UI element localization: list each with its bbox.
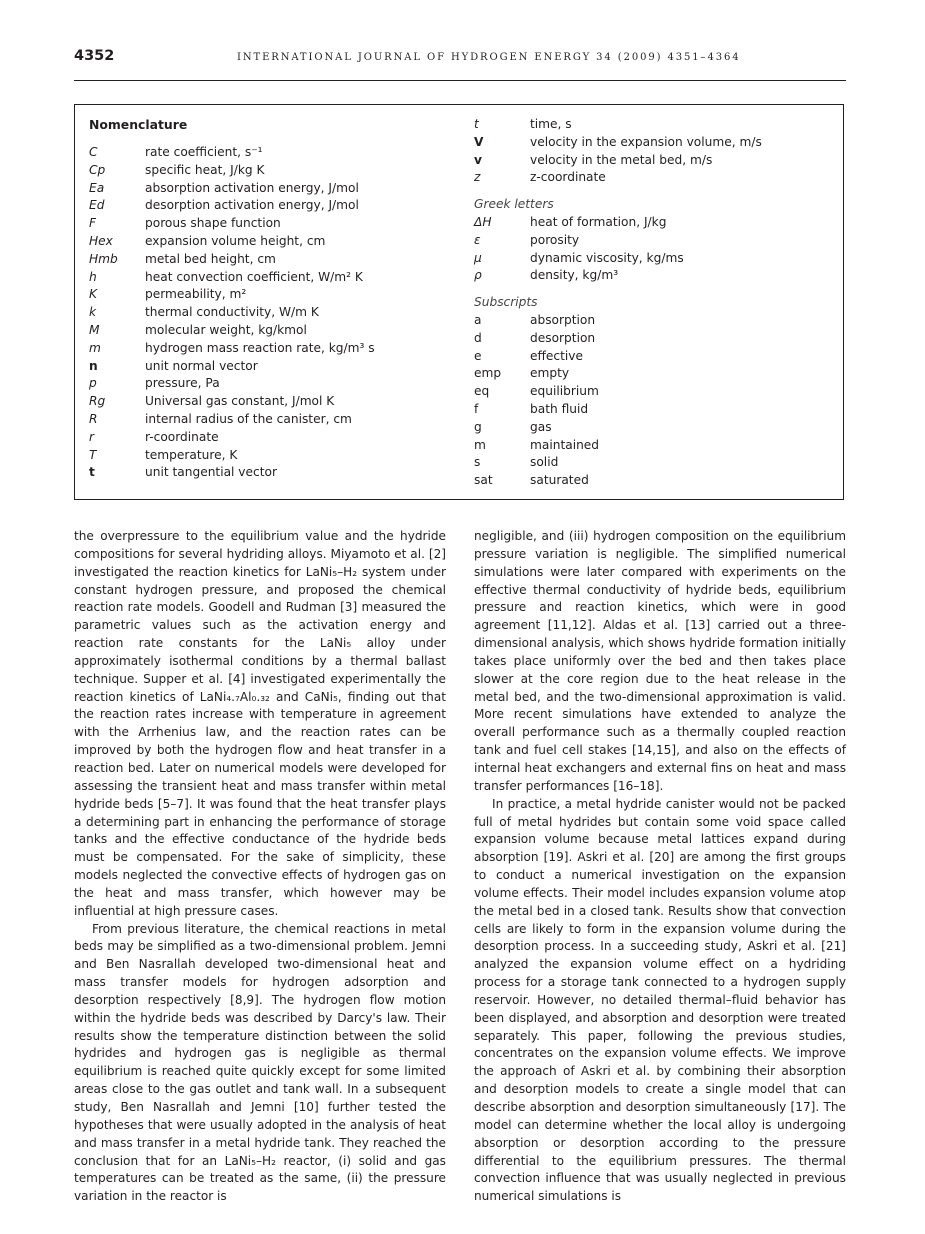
symbol: C <box>89 145 98 159</box>
symbol: g <box>474 419 482 434</box>
symbol-description: unit normal vector <box>145 358 258 373</box>
nomenclature-title: Nomenclature <box>89 117 188 132</box>
symbol: sat <box>474 473 493 488</box>
symbol-description: z-coordinate <box>530 170 606 185</box>
symbol-description: temperature, K <box>145 447 238 462</box>
journal-running-head: INTERNATIONAL JOURNAL OF HYDROGEN ENERGY 34 (2009) 4351–4364 <box>237 52 741 63</box>
symbol-description: effective <box>530 348 583 363</box>
symbol: t <box>89 465 95 480</box>
symbol: Rg <box>89 394 106 409</box>
paragraph: In practice, a metal hydride canister would not be packed full of metal hydrides but contain some void space called expansion volume because metal lattices expand during absorption [19]. Askri et al. [20] are among the first groups to conduct a numerical investigation on the expansion volume effects. Their model includes expansion volume atop the metal bed in a closed tank. Results show that convection cells are likely to form in the expansion volume during the desorption process. In a succeeding study, Askri et al. [21] analyzed the expansion volume effect on a hydriding process for a storage tank connected to a hydrogen supply reservoir. However, no detailed thermal–fluid behavior has been displayed, and absorption and desorption were treated separately. This paper, following the previous studies, concentrates on the expansion volume effects. We improve the approach of Askri et al. by combining their absorption and desorption models to create a single model that can describe absorption and desorption simultaneously [17]. The model can determine whether the local alloy is undergoing absorption or desorption according to the pressure differential to the equilibrium pressures. The thermal convection influence that was usually neglected in previous numerical simulations is <box>474 796 846 1204</box>
symbol-description: velocity in the metal bed, m/s <box>530 152 713 167</box>
symbol-description: pressure, Pa <box>145 376 220 391</box>
symbol: m <box>474 437 486 452</box>
nomenclature-box <box>74 104 844 500</box>
symbol-description: gas <box>530 419 552 434</box>
symbol: Hmb <box>89 251 118 266</box>
symbol: Ed <box>89 198 105 213</box>
symbol: t <box>474 117 479 131</box>
symbol-description: internal radius of the canister, cm <box>145 412 352 426</box>
symbol-description: porosity <box>530 232 580 247</box>
symbol-description: saturated <box>530 473 589 488</box>
symbol: p <box>89 376 97 391</box>
symbol-description: equilibrium <box>530 384 599 399</box>
symbol: d <box>474 330 482 345</box>
symbol-description: unit tangential vector <box>145 465 277 480</box>
symbol-description: desorption <box>530 330 596 345</box>
symbol-description: metal bed height, cm <box>145 251 276 266</box>
symbol-description: dynamic viscosity, kg/ms <box>530 250 684 265</box>
symbol-description: r-coordinate <box>145 429 219 444</box>
symbol-description: rate coefficient, s⁻¹ <box>145 145 263 159</box>
symbol-description: empty <box>530 366 570 381</box>
symbol-description: velocity in the expansion volume, m/s <box>530 134 762 149</box>
subscripts-heading: Subscripts <box>474 295 538 309</box>
symbol: T <box>89 447 97 462</box>
symbol-description: maintained <box>530 437 600 452</box>
symbol: e <box>474 348 482 363</box>
symbol-description: desorption activation energy, J/mol <box>145 198 359 213</box>
body-left-column <box>74 528 446 1206</box>
paragraph: negligible, and (iii) hydrogen composition on the equilibrium pressure variation is negligible. The simplified numerical simulations were later compared with experiments on the effective thermal conductivity of hydride beds, equilibrium pressure and reaction kinetics, which were in good agreement [11,12]. Aldas et al. [13] carried out a three-dimensional analysis, which shows hydride formation initially takes place uniformly over the bed and then takes place slower at the core region due to the heat release in the metal bed, and the two-dimensional approximation is valid. More recent simulations have extended to analyze the overall performance such as a thermally coupled reaction tank and fuel cell stakes [14,15], and also on the effects of internal heat exchangers and external fins on heat and mass transfer performances [16–18]. <box>474 529 846 793</box>
symbol: f <box>474 402 479 416</box>
symbol: ΔH <box>474 215 492 229</box>
symbol-description: absorption <box>530 313 596 327</box>
symbol-description: specific heat, J/kg K <box>145 162 265 177</box>
symbol-description: solid <box>530 455 559 470</box>
symbol-description: porous shape function <box>145 216 281 231</box>
symbol-description: heat convection coefficient, W/m² K <box>145 269 363 284</box>
body-right-column <box>474 528 846 1206</box>
symbol: s <box>474 455 481 470</box>
symbol: ε <box>474 232 481 247</box>
symbol-description: permeability, m² <box>145 287 247 302</box>
symbol: Ea <box>89 180 105 195</box>
symbol-description: bath fluid <box>530 402 589 416</box>
symbol-description: hydrogen mass reaction rate, kg/m³ s <box>145 340 375 355</box>
symbol-description: molecular weight, kg/kmol <box>145 323 307 337</box>
symbol: R <box>89 412 98 426</box>
symbol: Hex <box>89 234 113 248</box>
symbol: z <box>474 170 481 185</box>
symbol: Cp <box>89 162 106 177</box>
symbol-description: Universal gas constant, J/mol K <box>145 394 335 409</box>
symbol-description: absorption activation energy, J/mol <box>145 180 359 195</box>
paragraph: From previous literature, the chemical reactions in metal beds may be simplified as a two-dimensional problem. Jemni and Ben Nasrallah developed two-dimensional heat and mass transfer models for hydrogen adsorption and desorption respectively [8,9]. The hydrogen flow motion within the hydride beds was described by Darcy's law. Their results show the temperature distinction between the solid hydrides and hydrogen gas is negligible as thermal equilibrium is reached quite quickly except for some limited areas close to the gas outlet and tank wall. In a subsequent study, Ben Nasrallah and Jemni [10] further tested the hypotheses that were usually adopted in the analysis of heat and mass transfer in a metal hydride tank. They reached the conclusion that for an LaNi₅–H₂ reactor, (i) solid and gas temperatures can be treated as the same, (ii) the pressure variation in the reactor is <box>74 921 446 1204</box>
symbol: k <box>89 305 97 320</box>
symbol-description: heat of formation, J/kg <box>530 215 667 229</box>
greek-letters-heading: Greek letters <box>474 197 554 211</box>
symbol: V <box>474 134 484 149</box>
symbol: m <box>89 340 101 355</box>
symbol: eq <box>474 384 490 399</box>
symbol: n <box>89 358 98 373</box>
symbol-description: density, kg/m³ <box>530 268 619 283</box>
page-header <box>74 48 846 81</box>
symbol: h <box>89 269 97 284</box>
symbol: v <box>474 152 482 167</box>
symbol: ρ <box>474 268 482 283</box>
symbol: r <box>89 429 95 444</box>
symbol: emp <box>474 366 502 381</box>
symbol: M <box>89 323 100 337</box>
paragraph: the overpressure to the equilibrium value and the hydride compositions for several hydriding alloys. Miyamoto et al. [2] investigated the reaction kinetics for LaNi₅–H₂ system under constant hydrogen pressure, and proposed the chemical reaction rate models. Goodell and Rudman [3] measured the parametric values such as the activation energy and reaction rate constants for the LaNi₅ alloy under approximately isothermal conditions by a thermal ballast technique. Supper et al. [4] investigated experimentally the reaction kinetics of LaNi₄.₇Al₀.₃₂ and CaNi₅, finding out that the reaction rates increase with temperature in agreement with the Arrhenius law, and the reaction rates can be improved by both the hydrogen flow and heat transfer in a reaction bed. Later on numerical models were developed for assessing the transient heat and mass transfer within metal hydride beds [5–7]. It was found that the heat transfer plays a determining part in enhancing the performance of storage tanks and the effective conductance of the hydride beds must be compensated. For the sake of simplicity, these models neglected the convective effects of hydrogen gas on the heat and mass transfer, which however may be influential at high pressure cases. <box>74 529 446 918</box>
symbol-description: time, s <box>530 117 572 131</box>
symbol: a <box>474 313 482 327</box>
symbol: K <box>89 287 97 302</box>
symbol-description: thermal conductivity, W/m K <box>145 305 319 320</box>
symbol: F <box>89 216 97 231</box>
symbol-description: expansion volume height, cm <box>145 234 326 248</box>
symbol: μ <box>474 250 482 265</box>
page-number: 4352 <box>74 48 115 64</box>
